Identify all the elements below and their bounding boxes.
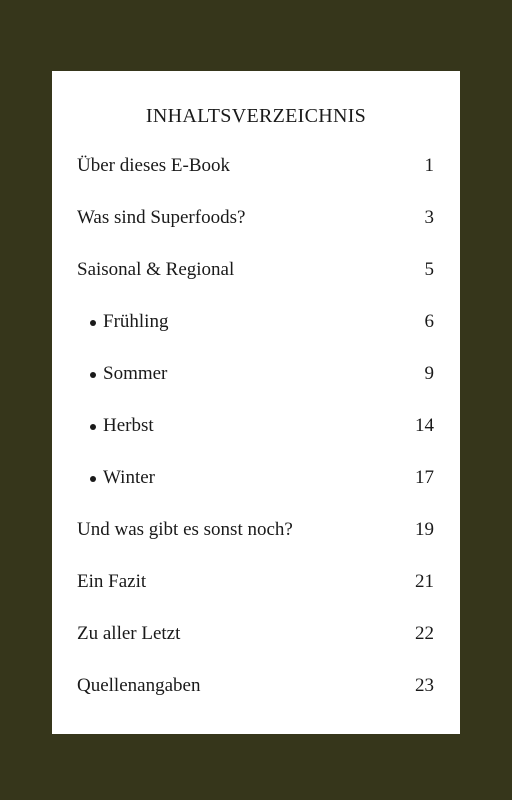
toc-entry[interactable] bbox=[52, 257, 460, 309]
bullet-icon bbox=[90, 424, 96, 430]
toc-entry-page-number: 14 bbox=[415, 415, 434, 436]
bullet-icon bbox=[90, 476, 96, 482]
toc-entry[interactable] bbox=[52, 517, 460, 569]
toc-entry-label: Was sind Superfoods? bbox=[77, 207, 246, 228]
toc-entry-page-number: 17 bbox=[415, 467, 434, 488]
toc-entry-page-number: 1 bbox=[424, 155, 434, 176]
toc-subentry[interactable] bbox=[52, 465, 460, 517]
toc-entry[interactable] bbox=[52, 205, 460, 257]
toc-entry-title-wrap bbox=[90, 413, 154, 439]
toc-entry[interactable] bbox=[52, 621, 460, 673]
document-page bbox=[52, 71, 460, 734]
toc-entry-title-wrap bbox=[90, 465, 155, 491]
toc-entry-label: Frühling bbox=[103, 311, 169, 332]
toc-entry-page-number: 9 bbox=[424, 363, 434, 384]
toc-entry-page-number: 21 bbox=[415, 571, 434, 592]
toc-title: INHALTSVERZEICHNIS bbox=[145, 105, 367, 127]
toc-entry-label: Und was gibt es sonst noch? bbox=[77, 519, 293, 540]
toc-entry-label: Saisonal & Regional bbox=[77, 259, 235, 280]
toc-entry-title-wrap bbox=[77, 517, 293, 543]
toc-entry-page-number: 6 bbox=[424, 311, 434, 332]
toc-entry-title-wrap bbox=[77, 569, 146, 595]
toc-entry-title-wrap bbox=[77, 257, 234, 283]
bullet-icon bbox=[90, 320, 96, 326]
toc-entry-label: Winter bbox=[103, 467, 155, 488]
toc-entry-title-wrap bbox=[90, 309, 168, 335]
toc-entry-label: Herbst bbox=[103, 415, 154, 436]
toc-entry-label: Sommer bbox=[103, 363, 168, 384]
toc-entry-label: Ein Fazit bbox=[77, 571, 147, 592]
toc-entry-title-wrap bbox=[77, 153, 230, 179]
toc-entry-label: Zu aller Letzt bbox=[77, 623, 181, 644]
toc-entry[interactable] bbox=[52, 673, 460, 725]
toc-entry-page-number: 23 bbox=[415, 675, 434, 696]
toc-entry-page-number: 3 bbox=[424, 207, 434, 228]
toc-entry[interactable] bbox=[52, 569, 460, 621]
toc-list bbox=[52, 153, 460, 725]
toc-entry-title-wrap bbox=[77, 621, 180, 647]
toc-entry-page-number: 22 bbox=[415, 623, 434, 644]
toc-entry-title-wrap bbox=[77, 673, 200, 699]
toc-entry-label: Über dieses E-Book bbox=[77, 155, 231, 176]
toc-entry-title-wrap bbox=[90, 361, 167, 387]
toc-subentry[interactable] bbox=[52, 361, 460, 413]
toc-entry-page-number: 5 bbox=[424, 259, 434, 280]
toc-entry-page-number: 19 bbox=[415, 519, 434, 540]
toc-entry-label: Quellenangaben bbox=[77, 675, 201, 696]
toc-entry-title-wrap bbox=[77, 205, 245, 231]
toc-subentry[interactable] bbox=[52, 309, 460, 361]
toc-entry[interactable] bbox=[52, 153, 460, 205]
toc-subentry[interactable] bbox=[52, 413, 460, 465]
bullet-icon bbox=[90, 372, 96, 378]
